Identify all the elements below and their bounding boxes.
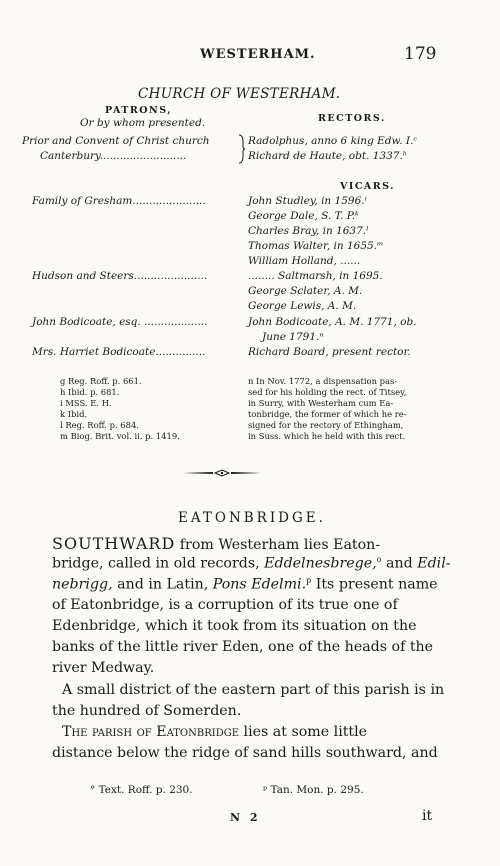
brace-icon [238,134,246,164]
body-line-5: Edenbridge, which it took from its situation on the [52,618,417,634]
footnote-n-line-5: signed for the rectory of Ethingham, [248,420,404,430]
vicar-8: George Lewis, A. M. [248,300,357,312]
footnote-k: k Ibid. [60,409,88,419]
footnote-n-line-2: sed for his holding the rect. of Titsey, [248,387,407,397]
patrons-subheading: Or by whom presented. [80,117,206,129]
body-line-3 [52,576,438,593]
body-line-10 [62,724,367,740]
patrons-heading: PATRONS, [105,105,173,116]
parish-heading: The parish of Eatonbridge [62,724,240,740]
catchword: it [422,808,433,824]
body-text: Its present name [315,576,438,593]
vicar-9: John Bodicoate, A. M. 1771, ob. [248,316,417,328]
rector-1: Radolphus, anno 6 king Edw. I.ᶜ [248,135,418,147]
footnote-h: h Ibid. p. 681. [60,387,120,397]
vicar-5: William Holland, ...... [248,255,361,267]
body-line-8: A small district of the eastern part of this parish is in [62,682,445,698]
patron-bodicoate: John Bodicoate, esq. ................... [32,316,208,328]
footnote-ref: p [306,576,312,585]
body-text: lies at some little [243,724,368,740]
footnote-n-line-4: tonbridge, the former of which he re- [248,409,407,419]
latin-name: Pons Edelmi. [212,576,307,593]
place-name: Eddelnesbrege, [264,555,377,572]
vicars-heading: VICARS. [340,181,395,192]
body-text: bridge, called in old records, [52,555,260,572]
place-name: nebrigg, [52,576,113,593]
vicar-9-continued: June 1791.ⁿ [262,331,324,343]
patron-prior-line-2: Canterbury.......................... [40,150,187,162]
footnote-g: g Reg. Roff. p. 661. [60,376,142,386]
footnote-n-line-1: n In Nov. 1772, a dispensation pas- [248,376,398,386]
body-line-2 [52,555,451,572]
body-text: from Westerham lies Eaton- [179,537,381,553]
patron-harriet: Mrs. Harriet Bodicoate............... [32,346,206,358]
patron-hudson: Hudson and Steers...................... [32,270,208,282]
rectors-heading: RECTORS. [318,113,386,124]
signature-mark: N 2 [230,811,261,824]
footnote-n-line-6: in Suss. which he held with this rect. [248,431,406,441]
body-line-11: distance below the ridge of sand hills southward, and [52,745,438,761]
body-line-6: banks of the little river Eden, one of the heads of the [52,639,434,655]
lead-word: SOUTHWARD [52,534,176,553]
footnote-l: l Reg. Roff. p. 684. [60,420,139,430]
patron-prior-line-1: Prior and Convent of Christ church [22,135,210,147]
body-text: and [386,555,413,572]
footnote-n-line-3: in Surry, with Westerham cum Ea- [248,398,394,408]
place-name: Edil- [417,555,451,572]
footnote-i: i MSS. E. H. [60,398,112,408]
patron-gresham: Family of Gresham...................... [32,195,206,207]
section-title: EATONBRIDGE. [178,510,326,526]
footnote-m: m Biog. Brit. vol. ii. p. 1419. [60,431,180,441]
body-line-7: river Medway. [52,660,155,676]
page-footnote-o: ° Text. Roff. p. 230. [90,784,193,796]
body-line-9: the hundred of Somerden. [52,703,242,719]
running-head-title: WESTERHAM. [200,47,316,62]
rector-2: Richard de Haute, obt. 1337.ʰ [248,150,408,162]
vicar-3: Charles Bray, in 1637.ˡ [248,225,369,237]
body-line-4: of Eatonbridge, is a corruption of its true one of [52,597,398,613]
vicar-10: Richard Board, present rector. [248,346,411,358]
page-footnote-p: ᵖ Tan. Mon. p. 295. [263,784,364,796]
vicar-7: George Sclater, A. M. [248,285,363,297]
vicar-1: John Studley, in 1596.ⁱ [248,195,367,207]
vicar-2: George Dale, S. T. P.ᵏ [248,210,359,222]
ornament-rule-icon [183,469,261,477]
vicar-4: Thomas Walter, in 1655.ᵐ [248,240,384,252]
body-line-1 [52,534,380,553]
church-title: CHURCH OF WESTERHAM. [138,86,341,102]
footnote-ref: o [376,555,382,564]
page-number: 179 [404,44,437,64]
vicar-6: ........ Saltmarsh, in 1695. [248,270,383,282]
body-text: and in Latin, [117,576,209,593]
